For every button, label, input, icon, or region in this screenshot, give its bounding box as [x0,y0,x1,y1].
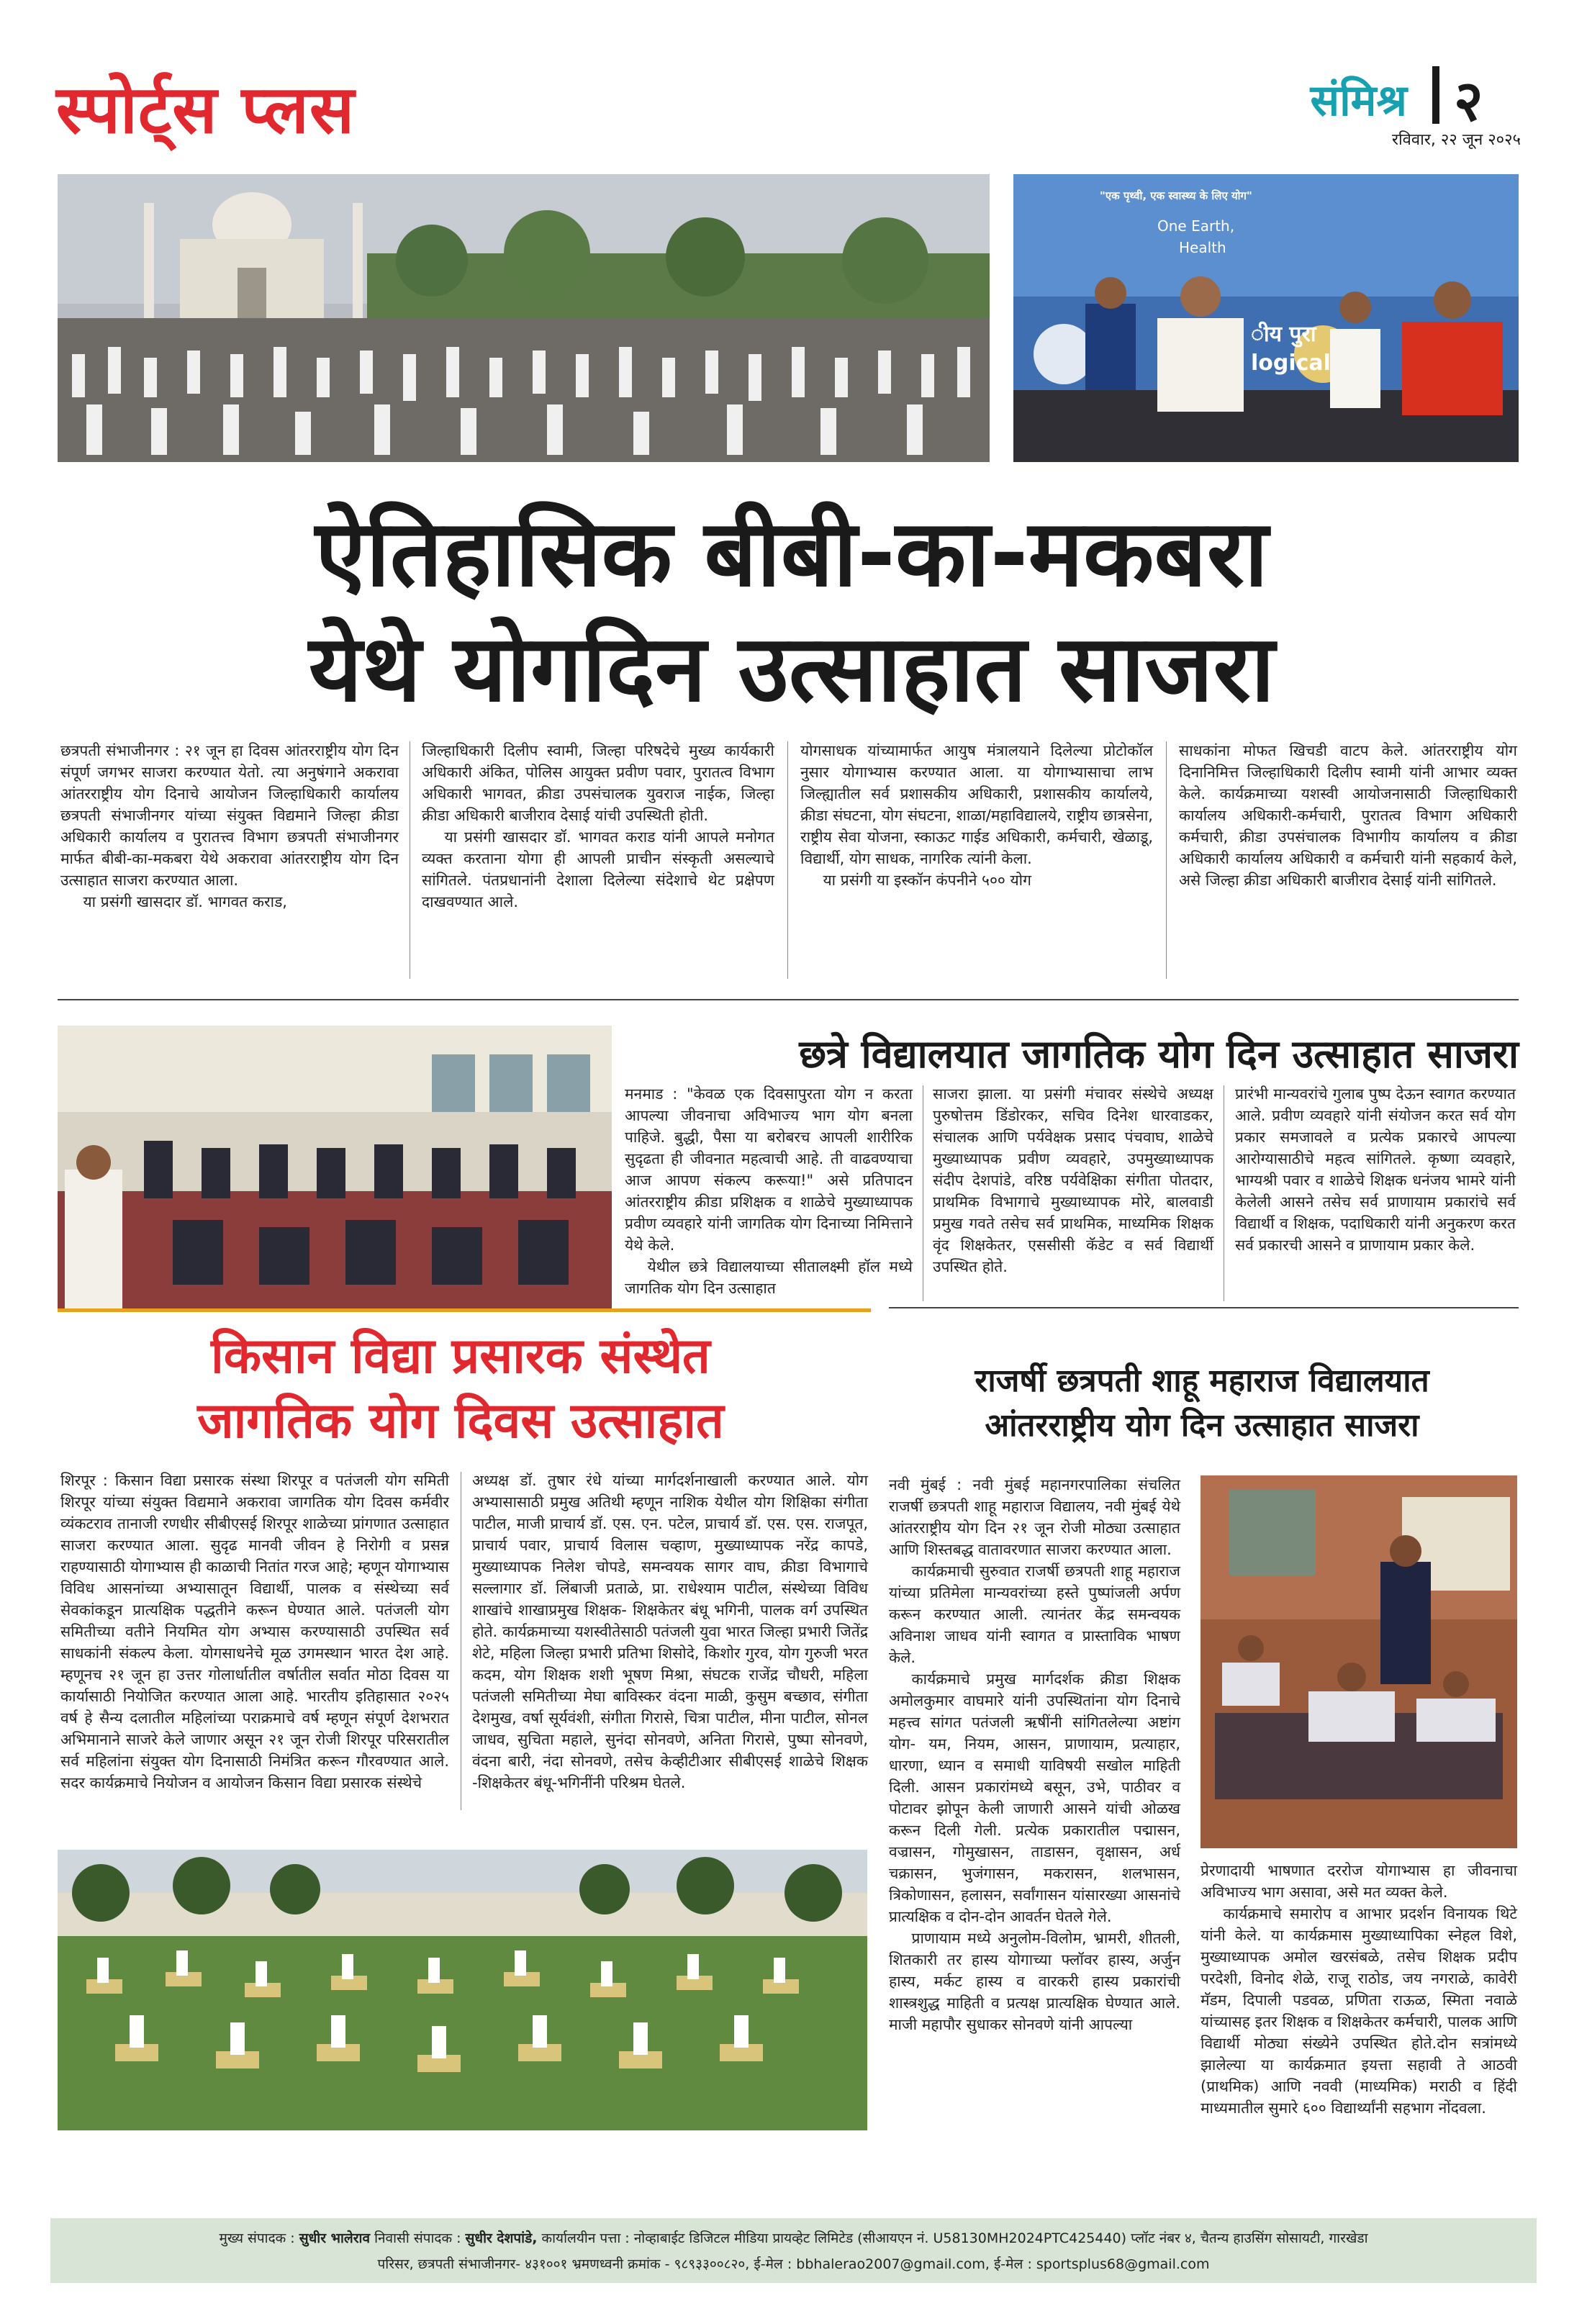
page-number: २ [1454,69,1483,134]
story4-headline-line-1: राजर्षी छत्रपती शाहू महाराज विद्यालयात [975,1362,1429,1399]
dateline: रविवार, २२ जून २०२५ [1391,131,1521,149]
story4-paragraph: नवी मुंबई : नवी मुंबई महानगरपालिका संचलित राजर्षी छत्रपती शाहू महाराज विद्यालय, नवी मुंबई येथे आंतरराष्ट्रीय योग दिन २१ जून रोजी मोठ्या उत्साहात आणि शिस्तबद्ध वातावरणात साजरा करण्यात आला. [889,1476,1180,1558]
story4-paragraph: कार्यक्रमाची सुरुवात राजर्षी छत्रपती शाहू महाराज यांच्या प्रतिमेला मान्यवरांच्या हस्ते पुष्पांजली अर्पण करून करण्यात आली. त्यानंतर केंद्र समन्वयक अविनाश जाधव यांनी स्वागत व प्रास्ताविक भाषण केले. [889,1563,1180,1666]
masthead-divider [1432,66,1439,124]
main-story-column-1 [60,740,399,913]
section-divider [58,999,1519,1000]
accent-rule [58,1308,871,1312]
banner-text-3: Health [1179,239,1226,256]
photo-shahu-maharaj-vidyalaya-yoga [1201,1475,1517,1848]
story3-paragraph: शिरपूर : किसान विद्या प्रसारक संस्था शिरपूर व पतंजली योग समिती शिरपूर यांच्या संयुक्त विद्यमाने अकरावा जागतिक योग दिवस कर्मवीर व्यंकटराव तानाजी रणधीर सीबीएसई शिरपूर शाळेच्या प्रांगणात उत्साहात साजरा करण्यात आला. सुदृढ मानवी जीवन हे निरोगी व प्रसन्न राहण्यासाठी योगाभ्यास ही काळाची नितांत गरज आहे; म्हणून योगाभ्यास विविध आसनांच्या अभ्यासातून विद्यार्थी, पालक व संस्थेच्या सर्व सेवकांकडून प्रात्यक्षिक पद्धतीने करून घेण्यात आले. पतंजली योग समितीच्या वतीने नियमित योग अभ्यास करण्यासाठी उपस्थित सर्व साधकांनी संकल्प केला. योगसाधनेचे मूळ उगमस्थान भारत देश आहे. म्हणूनच २१ जून हा उत्तर गोलार्धातील वर्षातील सर्वात मोठा दिवस या कार्यासाठी नियोजित करण्यात आला आहे. भारतीय इतिहासात २०२५ वर्ष हे सैन्य दलातील महिलांच्या पराक्रमाचे वर्ष म्हणून संपूर्ण देशभरात अभिमानाने साजरे केले जाणार असून २१ जून रोजी शिरपूर परिसरातील सर्व महिलांना संयुक्त योग दिनासाठी निमंत्रित करून गौरवण्यात आले. सदर कार्यक्रमाचे नियोजन व आयोजन किसान विद्या प्रसारक संस्थेचे [60,1472,449,1791]
main-headline [58,497,1526,727]
story2-column-2 [933,1083,1213,1278]
main-story-paragraph: या प्रसंगी खासदार डॉ. भागवत कराड, [83,893,287,910]
main-story-column-4 [1179,740,1517,891]
story4-paragraph: प्राणायाम मध्ये अनुलोम-विलोम, भ्रामरी, शीतली, शितकारी तर हास्य योगाच्या फ्लॉवर हास्य, अर्जुन हास्य, मर्कट हास्य व वारकरी हास्य प्रकारांची शास्त्रशुद्ध माहिती व प्रत्यक्ष प्रात्यक्षिक घेण्यात आले. माजी महापौर सुधाकर सोनवणे यांनी आपल्या [889,1930,1180,2033]
banner-text-4: ीय पुरा [1251,322,1316,347]
main-story-paragraph: या प्रसंगी खासदार डॉ. भागवत कराड यांनी आपले मनोगत व्यक्त करताना योगा ही आपली प्राचीन संस्कृती असल्याचे सांगितले. पंतप्रधानांनी देशाला दिलेल्या संदेशाचे थेट प्रक्षेपण दाखवण्यात आले. [422,828,774,910]
story4-paragraph: प्रेरणादायी भाषणात दररोज योगाभ्यास हा जीवनाचा अविभाज्य भाग असावा, असे मत व्यक्त केले. [1201,1862,1517,1901]
story3-headline-line-1: किसान विद्या प्रसारक संस्थेत [211,1328,710,1385]
story3-headline [58,1324,864,1454]
banner-text-2: One Earth, [1157,217,1235,235]
story3-headline-line-2: जागतिक योग दिवस उत्साहात [197,1393,724,1450]
story3-paragraph: अध्यक्ष डॉ. तुषार रंधे यांच्या मार्गदर्शनाखाली करण्यात आले. योग अभ्यासासाठी प्रमुख अतिथी म्हणून नाशिक येथील योग शिक्षिका संगीता पाटील, माजी प्राचार्य डॉ. एस. एन. पटेल, प्राचार्य डॉ. एस. एस. राजपूत, प्राचार्य पवार, प्राचार्य विलास चव्हाण, मुख्याध्यापक नरेंद्र कापडे, मुख्याध्यापक निलेश चोपडे, समन्वयक सागर वाघ, क्रीडा विभागाचे सल्लागार डॉ. लिंबाजी प्रताळे, प्रा. राधेश्याम पाटील, संस्थेच्या विविध शाखांचे शाखाप्रमुख शिक्षक- शिक्षकेतर बंधू भगिनी, पालक वर्ग उपस्थित होते. कार्यक्रमाच्या यशस्वीतेसाठी पतंजली युवा भारत जिल्हा प्रभारी जितेंद्र शेटे, महिला जिल्हा प्रभारी प्रतिभा शिसोदे, किशोर गुरव, योग गुरुजी भरत कदम, योग शिक्षक शशी भूषण मिश्रा, संघटक राजेंद्र चौधरी, महिला पतंजली समितीच्या मेघा बाविस्कर वंदना माळी, कुसुम बच्छाव, संगीता देशमुख, वर्षा सूर्यवंशी, संगीता गिरासे, चित्रा पाटील, मीना पाटील, सोनल जाधव, सुचिता महाले, सुनंदा सोनवणे, अनिता गिरासे, पुष्पा सोनवणे, वंदना बारी, नंदा सोनवणे, तसेच केव्हीटीआर सीबीएसई शाळेचे शिक्षक -शिक्षकेतर बंधू-भगिनींनी परिश्रम घेतले. [472,1472,868,1791]
resident-editor-label: निवासी संपादक : [374,2230,461,2246]
footer-line-2: परिसर, छत्रपती संभाजीनगर- ४३१००१ भ्रमणध्वनी क्रमांक - ९८९३३००८२०, ई-मेल : bbhalerao2007@gmail.com, ई-मेल : sportsplus68@gmail.com [377,2256,1210,2272]
story2-column-3 [1235,1083,1516,1256]
office-address: कार्यालयीन पत्ता : नोव्हाबाईट डिजिटल मीडिया प्रायव्हेट लिमिटेड (सीआयएन नं. U58130MH2024PTC425440) प्लॉट नंबर ४, चैतन्य हाउसिंग सोसायटी, गारखेडा [541,2230,1368,2246]
section-divider [889,1307,1519,1308]
banner-text-5: logical [1251,351,1331,376]
column-divider [1166,741,1167,979]
main-story-column-2 [422,740,774,913]
story2-paragraph: मनमाड : "केवळ एक दिवसापुरता योग न करता आपल्या जीवनाचा अविभाज्य भाग योग बनला पाहिजे. बुद्धी, पैसा या बरोबरच आपली शारीरिक सुदृढता ही जीवनात महत्वाची आहे. ती वाढवण्याचा आज आपण संकल्प करूया!" असे प्रतिपादन आंतरराष्ट्रीय क्रीडा प्रशिक्षक व शाळेचे मुख्याध्यापक प्रवीण व्यवहारे यांनी जागतिक योग दिनाच्या निमित्ताने येथे केले. [625,1085,913,1254]
story4-column-1 [889,1474,1180,2035]
main-headline-line-2: येथे योगदिन उत्साहात साजरा [308,615,1275,723]
main-story-paragraph: छत्रपती संभाजीनगर : २१ जून हा दिवस आंतरराष्ट्रीय योग दिन संपूर्ण जगभर साजरा करण्यात येतो. त्या अनुषंगाने अकरावा आंतरराष्ट्रीय योग दिनाचे आयोजन जिल्हाधिकारी कार्यालय छत्रपती संभाजीनगर यांच्या संयुक्त विद्यमाने जिल्हा क्रीडा अधिकारी कार्यालय व पुरातत्त्व विभाग छत्रपती संभाजीनगर मार्फत बीबी-का-मकबरा येथे अकरावा आंतरराष्ट्रीय योग दिन उत्साहात साजरा करण्यात आला. [60,742,399,889]
story2-headline: छत्रे विद्यालयात जागतिक योग दिन उत्साहात साजरा [799,1031,1519,1077]
chief-editor-label: मुख्य संपादक : [219,2230,295,2246]
story3-column-1 [60,1470,449,1794]
footer-imprint [50,2218,1537,2283]
story2-paragraph: साजरा झाला. या प्रसंगी मंचावर संस्थेचे अध्यक्ष पुरुषोत्तम डिंडोरकर, सचिव दिनेश धारवाडकर, संचालक आणि पर्यवेक्षक प्रसाद पंचवाघ, शाळेचे मुख्याध्यापक प्रवीण व्यवहारे, उपमुख्याध्यापक संदीप देशपांडे, वरिष्ठ पर्यवेक्षिका संगीता पोतदार, प्राथमिक विभागाचे मुख्याध्यापक मोरे, बालवाडी प्रमुख गवते तसेच सर्व प्राथमिक, माध्यमिक शिक्षक वृंद शिक्षकेतर, एससीसी कॅडेट व सर्व विद्यार्थी उपस्थित होते. [933,1085,1213,1275]
masthead-title: स्पोर्ट्स प्लस [56,71,356,148]
main-story-paragraph: जिल्हाधिकारी दिलीप स्वामी, जिल्हा परिषदेचे मुख्य कार्यकारी अधिकारी अंकित, पोलिस आयुक्त प्रवीण पवार, पुरातत्व विभाग अधिकारी भागवत, क्रीडा उपसंचालक युवराज नाईक, जिल्हा क्रीडा अधिकारी बाजीराव देसाई यांची उपस्थिती होती. [422,742,774,824]
main-story-column-3 [800,740,1153,891]
photo-kisan-vidya-yoga-ground [58,1850,867,2130]
story2-paragraph: प्रारंभी मान्यवरांचे गुलाब पुष्प देऊन स्वागत करण्यात आले. प्रवीण व्यवहारे यांनी संयोजन करत सर्व योग प्रकार समजावले व प्रत्येक प्रकारचे आपल्या आरोग्यासाठीचे महत्व सांगितले. कृष्णा व्यवहारे, भाग्यश्री पवार व शाळेचे शिक्षक धनंजय भामरे यांनी केलेली आसने तसेच सर्व प्राणायाम प्रकारांचे सर्व विद्यार्थी व शिक्षक, पदाधिकारी यांनी अनुकरण करत सर्व प्रकारची आसने व प्राणायाम प्रकार केले. [1235,1085,1516,1254]
story4-paragraph: कार्यक्रमाचे प्रमुख मार्गदर्शक क्रीडा शिक्षक अमोलकुमार वाघमारे यांनी उपस्थितांना योग दिनाचे महत्त्व सांगत पतंजली ऋषींनी सांगितलेल्या अष्टांग योग- यम, नियम, आसन, प्राणायाम, प्रत्याहार, धारणा, ध्यान व समाधी याविषयी सखोल माहिती दिली. आसन प्रकारांमध्ये बसून, उभे, पाठीवर व पोटावर झोपून केली जाणारी आसने यांची ओळख करून दिली गेली. प्रत्येक प्रकारातील पद्मासन, वज्रासन, गोमुखासन, ताडासन, वृक्षासन, अर्ध चक्रासन, भुजंगासन, मकरासन, शलभासन, त्रिकोणासन, हलासन, सर्वांगासन यांसारख्या आसनांचे प्रात्यक्षिक व दोन-दोन आवर्तन घेतले गेले. [889,1670,1180,1925]
story2-paragraph: येथील छत्रे विद्यालयाच्या सीतालक्ष्मी हॉल मध्ये जागतिक योग दिन उत्साहात [625,1258,913,1297]
resident-editor-name: सुधीर देशपांडे, [465,2230,538,2246]
photo-chhatre-vidyalaya-yoga [58,1026,612,1310]
photo-bibi-ka-maqbara-yoga [58,174,990,462]
chief-editor-name: सुधीर भालेराव [299,2230,371,2246]
main-story-paragraph: योगसाधक यांच्यामार्फत आयुष मंत्रालयाने दिलेल्या प्रोटोकॉल नुसार योगाभ्यास करण्यात आला. या योगाभ्यासाचा लाभ जिल्ह्यातील सर्व प्रशासकीय अधिकारी, प्रशासकीय कार्यालये, क्रीडा संघटना, योग संघटना, शाळा/महाविद्यालये, राष्ट्रीय छात्रसेना, राष्ट्रीय सेवा योजना, स्काऊट गाईड अधिकारी, कर्मचारी, खेळाडू, विद्यार्थी, योग साधक, नागरिक त्यांनी केला. [800,742,1153,867]
main-headline-line-1: ऐतिहासिक बीबी-का-मकबरा [315,500,1269,607]
story4-headline-line-2: आंतरराष्ट्रीय योग दिन उत्साहात साजरा [985,1407,1419,1444]
story4-paragraph: कार्यक्रमाचे समारोप व आभार प्रदर्शन विनायक थिटे यांनी केले. या कार्यक्रमास मुख्याध्यापिका स्नेहल विशे, मुख्याध्यापक अमोल खरसंबळे, तसेच शिक्षक प्रदीप परदेशी, विनोद शेळे, राजू राठोड, जय नगराळे, कावेरी मॅडम, दिपाली पडवळ, प्रणिता राऊळ, स्मिता नवाळे यांच्यासह इतर शिक्षक व शिक्षकेतर कर्मचारी, पालक आणि विद्यार्थी मोठ्या संख्येने उपस्थित होते.दोन सत्रांमध्ये झालेल्या या कार्यक्रमात इयत्ता सहावी ते आठवी (प्राथमिक) आणि नववी (माध्यमिक) मराठी व हिंदी माध्यमातील सुमारे ६०० विद्यार्थ्यांनी सहभाग नोंदवला. [1201,1905,1517,2117]
story4-column-2 [1201,1860,1517,2119]
column-divider [787,741,788,979]
story4-headline [885,1359,1519,1448]
story3-column-2 [472,1470,868,1794]
banner-text-1: "एक पृथ्वी, एक स्वास्थ्य के लिए योग" [1100,189,1252,202]
footer-line-1 [65,2225,1522,2251]
story2-column-1 [625,1083,913,1299]
main-story-paragraph: साधकांना मोफत खिचडी वाटप केले. आंतरराष्ट्रीय योग दिनानिमित्त जिल्हाधिकारी दिलीप स्वामी यांनी आभार व्यक्त केले. कार्यक्रमाच्या यशस्वी आयोजनासाठी जिल्हाधिकारी कार्यालय अधिकारी-कर्मचारी, पुरातत्व विभाग अधिकारी कर्मचारी, क्रीडा उपसंचालक विभागीय कार्यालय व क्रीडा अधिकारी कार्यालय अधिकारी व कर्मचारी यांनी सहकार्य केले, असे जिल्हा क्रीडा अधिकारी बाजीराव देसाई यांनी सांगितले. [1179,742,1517,889]
photo-dignitaries-stage [1013,174,1519,462]
main-story-paragraph: या प्रसंगी या इस्कॉन कंपनीने ५०० योग [823,872,1031,889]
section-name: संमिश्र [1310,76,1407,126]
